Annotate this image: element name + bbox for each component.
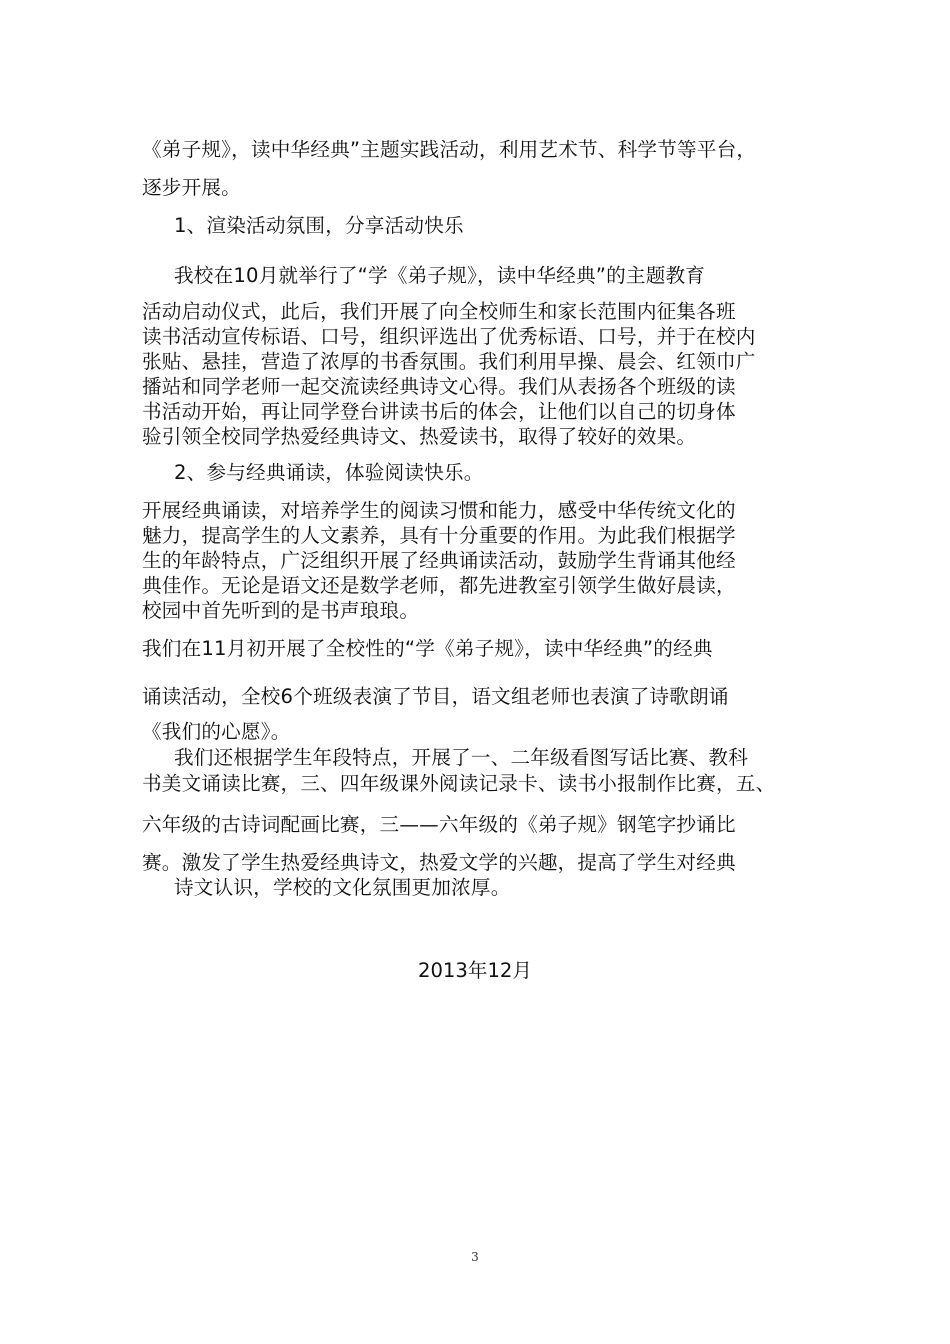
body-line: 逐步开展。 [142,176,241,199]
body-line: 诵读活动，全校6个班级表演了节目，语文组老师也表演了诗歌朗诵 [142,685,729,708]
body-line: 校园中首先听到的是书声琅琅。 [142,599,420,622]
body-line: 验引领全校同学热爱经典诗文、热爱读书，取得了较好的效果。 [142,425,697,448]
body-line: 诗文认识，学校的文化氛围更加浓厚。 [174,876,511,899]
body-line: 书美文诵读比赛，三、四年级课外阅读记录卡、读书小报制作比赛，五、 [142,772,776,795]
body-line: 活动启动仪式，此后，我们开展了向全校师生和家长范围内征集各班 [142,300,736,323]
section-heading-1: 1、渲染活动氛围，分享活动快乐 [174,214,464,237]
body-line: 书活动开始，再让同学登台讲读书后的体会，让他们以自己的切身体 [142,400,736,423]
body-line: 张贴、悬挂，营造了浓厚的书香氛围。我们利用早操、晨会、红领巾广 [142,350,756,373]
document-date: 2013年12月 [418,959,532,982]
body-line: 典佳作。无论是语文还是数学老师，都先进教室引领学生做好晨读， [142,574,736,597]
body-line: 读书活动宣传标语、口号，组织评选出了优秀标语、口号，并于在校内 [142,325,756,348]
body-line: 开展经典诵读，对培养学生的阅读习惯和能力，感受中华传统文化的 [142,499,736,522]
body-line: 魅力，提高学生的人文素养，具有十分重要的作用。为此我们根据学 [142,524,736,547]
body-line: 生的年龄特点，广泛组织开展了经典诵读活动，鼓励学生背诵其他经 [142,549,736,572]
body-line: 我们还根据学生年段特点，开展了一、二年级看图写话比赛、教科 [174,746,749,769]
section-heading-2: 2、参与经典诵读，体验阅读快乐。 [174,461,484,484]
body-line: 播站和同学老师一起交流读经典诗文心得。我们从表扬各个班级的读 [142,375,736,398]
body-line: 《弟子规》，读中华经典”主题实践活动，利用艺术节、科学节等平台， [142,138,757,161]
body-line: 《我们的心愿》。 [142,720,291,743]
body-line: 六年级的古诗词配画比赛，三——六年级的《弟子规》钢笔字抄诵比 [142,813,736,836]
body-line: 我校在10月就举行了“学《弟子规》，读中华经典”的主题教育 [174,264,706,287]
page-number: 3 [471,1250,479,1264]
body-line: 我们在11月初开展了全校性的“学《弟子规》，读中华经典”的经典 [142,637,713,660]
body-line: 赛。激发了学生热爱经典诗文，热爱文学的兴趣，提高了学生对经典 [142,851,736,874]
